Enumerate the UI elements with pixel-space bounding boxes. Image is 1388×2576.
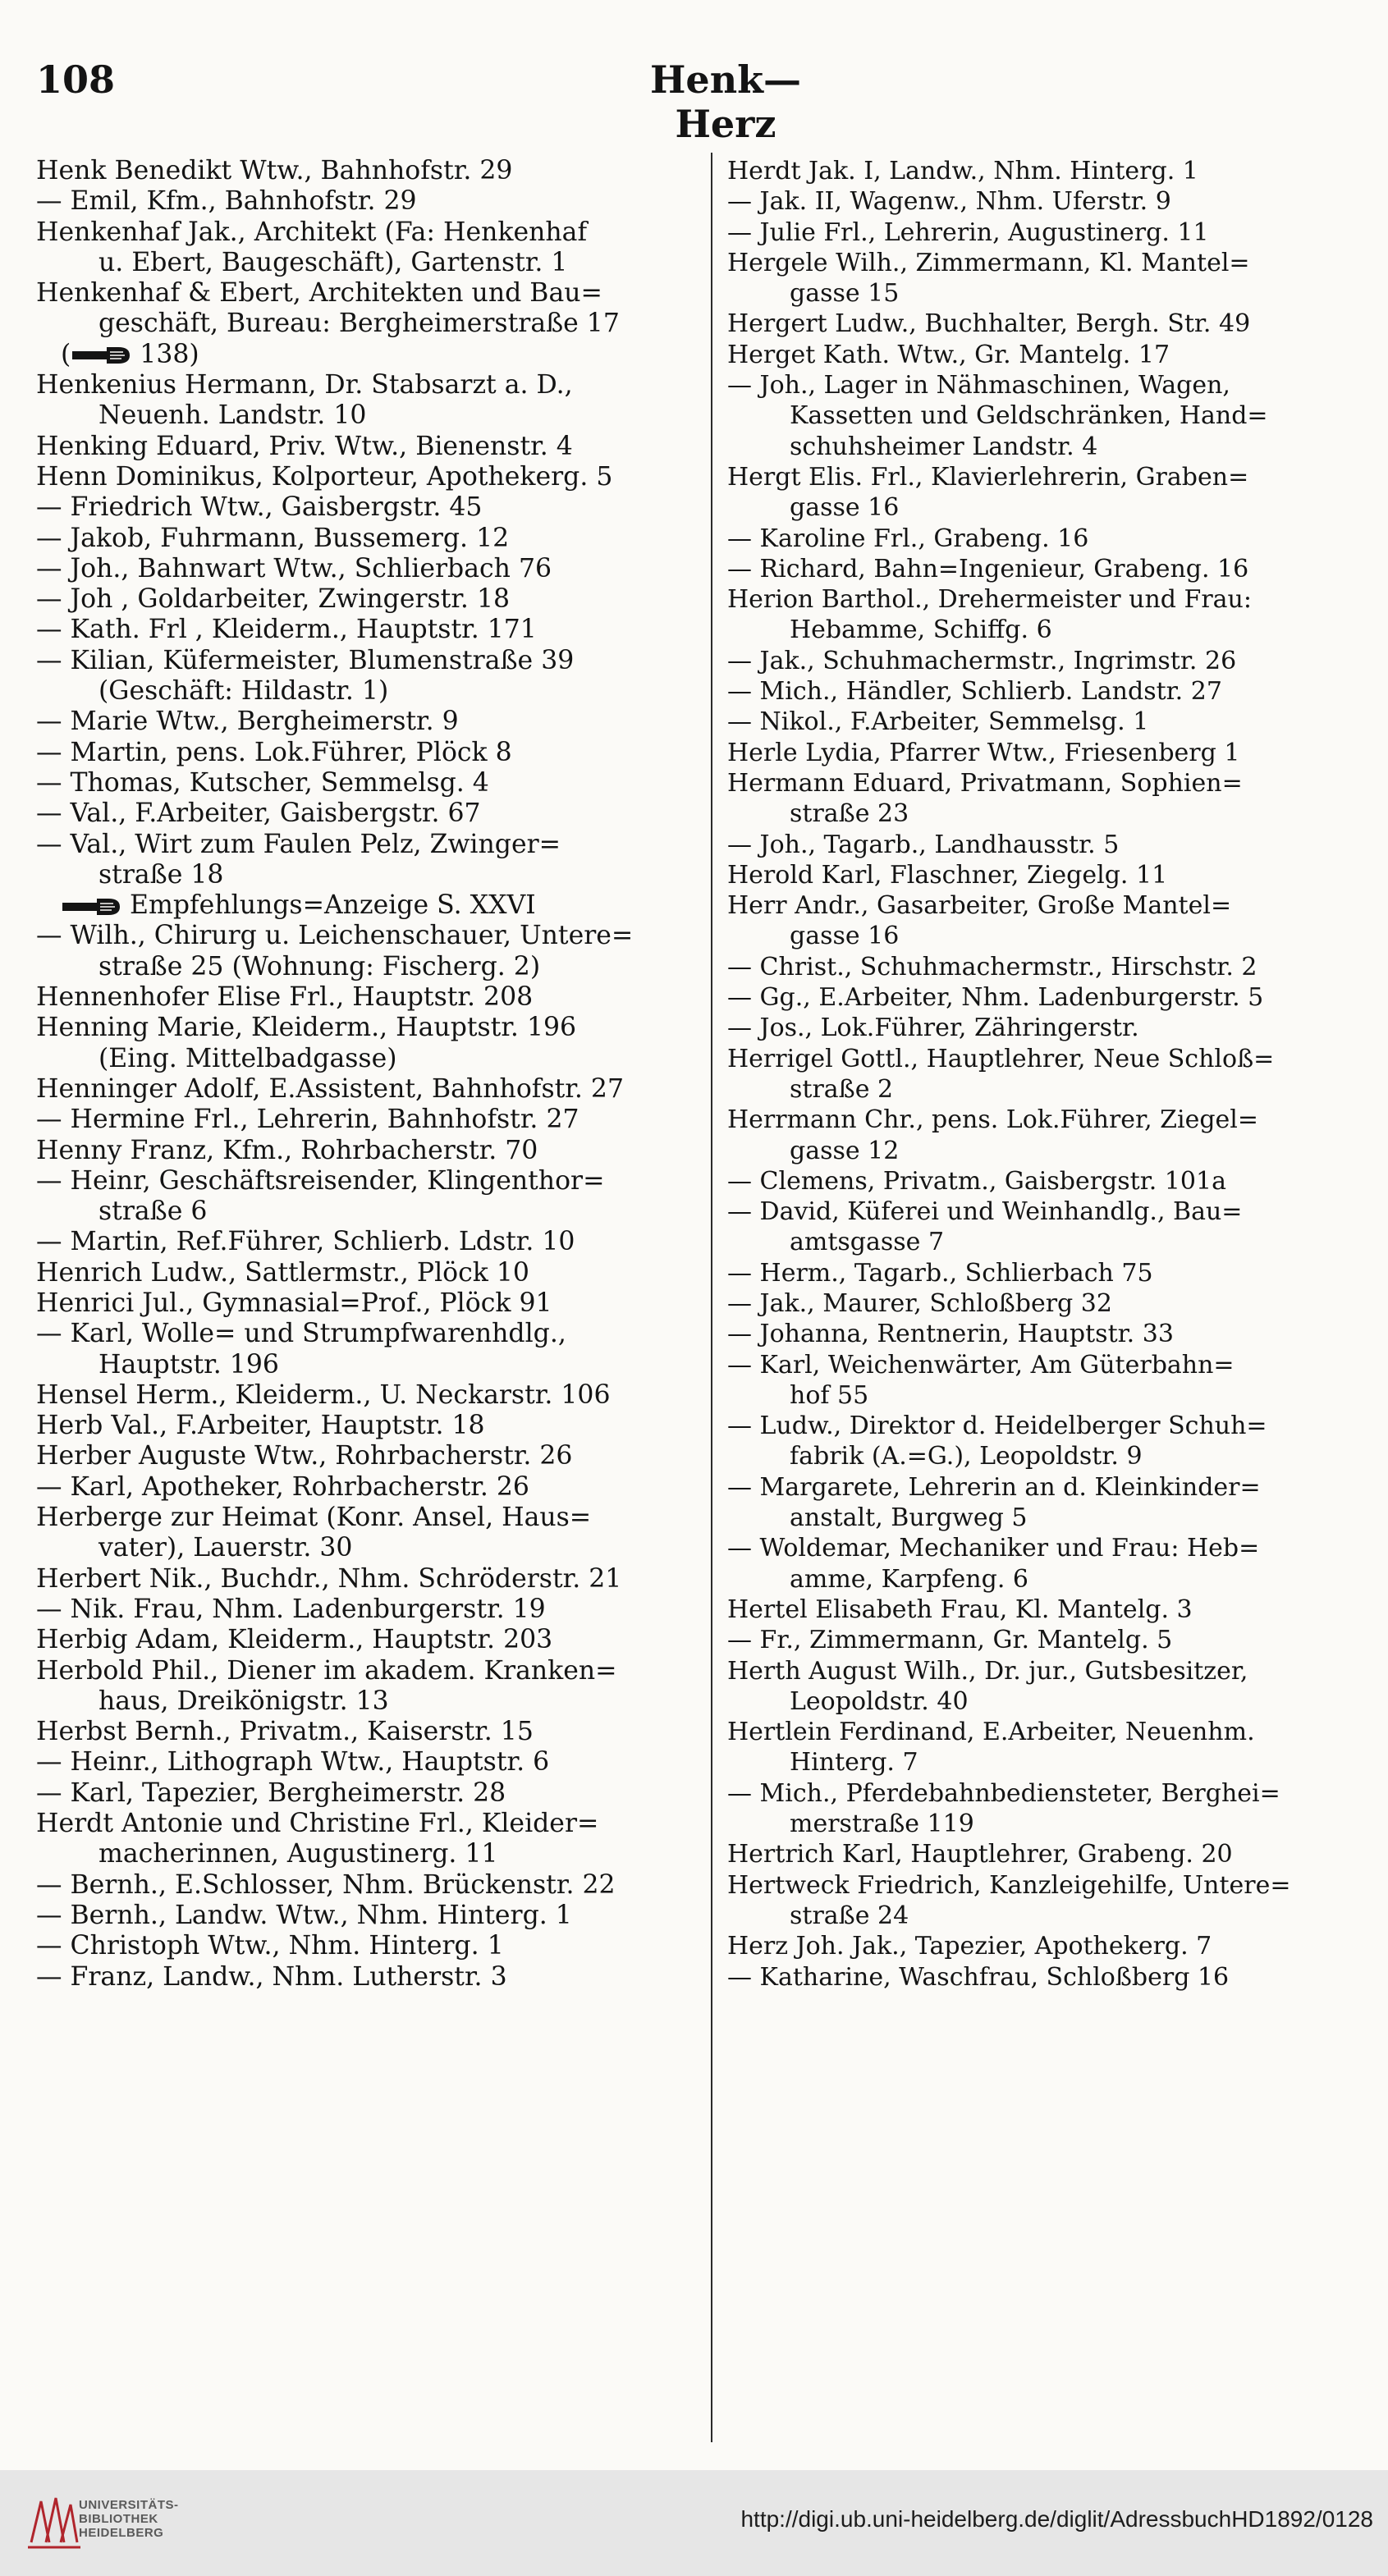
directory-entry-line: Leopoldstr. 40 xyxy=(790,1686,969,1716)
directory-entry-line: vater), Lauerstr. 30 xyxy=(98,1533,353,1563)
directory-entry-line: — Joh., Bahnwart Wtw., Schlierbach 76 xyxy=(36,553,552,583)
directory-entry-line: Henning Marie, Kleiderm., Hauptstr. 196 xyxy=(36,1013,577,1043)
directory-entry-line: haus, Dreikönigstr. 13 xyxy=(98,1686,389,1716)
directory-entry-line: Henking Eduard, Priv. Wtw., Bienenstr. 4 xyxy=(36,431,573,461)
cross-reference: 138) xyxy=(140,339,199,369)
directory-entry-line: Herle Lydia, Pfarrer Wtw., Friesenberg 1 xyxy=(727,738,1240,767)
directory-entry-line: — Martin, Ref.Führer, Schlierb. Ldstr. 10 xyxy=(36,1227,575,1257)
directory-entry-line: — Gg., E.Arbeiter, Nhm. Ladenburgerstr. 5 xyxy=(727,983,1264,1013)
directory-entry-line: Neuenh. Landstr. 10 xyxy=(98,400,367,431)
directory-entry-line: — Martin, pens. Lok.Führer, Plöck 8 xyxy=(36,737,512,767)
directory-entry-line: — Wilh., Chirurg u. Leichenschauer, Untere= xyxy=(36,921,634,951)
directory-entry-line: straße 6 xyxy=(98,1196,208,1227)
directory-entry-line: — Christ., Schuhmachermstr., Hirschstr. 2 xyxy=(727,952,1257,981)
directory-entry-line: — Clemens, Privatm., Gaisbergstr. 101a xyxy=(727,1166,1226,1196)
directory-entry-line: Herr Andr., Gasarbeiter, Große Mantel= xyxy=(727,891,1232,921)
directory-entry-line: straße 18 xyxy=(98,859,224,890)
directory-entry-line: — Jak., Schuhmachermstr., Ingrimstr. 26 xyxy=(727,646,1237,675)
directory-entry-line: gasse 12 xyxy=(790,1136,900,1165)
directory-entry-line: Hertlein Ferdinand, E.Arbeiter, Neuenhm. xyxy=(727,1718,1255,1747)
directory-entry-line: Herdt Antonie und Christine Frl., Kleider= xyxy=(36,1809,599,1839)
directory-entry-line: — Karl, Apotheker, Rohrbacherstr. 26 xyxy=(36,1471,529,1502)
pointing-hand-icon xyxy=(61,896,121,917)
directory-entry-line: — Heinr., Lithograph Wtw., Hauptstr. 6 xyxy=(36,1747,550,1778)
directory-entry-line: Hergele Wilh., Zimmermann, Kl. Mantel= xyxy=(727,248,1250,277)
directory-entry-line: amtsgasse 7 xyxy=(790,1228,945,1257)
directory-entry-line: Herold Karl, Flaschner, Ziegelg. 11 xyxy=(727,860,1168,890)
directory-entry-line: merstraße 119 xyxy=(790,1810,974,1839)
directory-entry-line: Hennenhofer Elise Frl., Hauptstr. 208 xyxy=(36,982,534,1013)
directory-entry-line: — Franz, Landw., Nhm. Lutherstr. 3 xyxy=(36,1961,507,1992)
directory-entry-line: — Julie Frl., Lehrerin, Augustinerg. 11 xyxy=(727,217,1209,247)
directory-entry-line: anstalt, Burgweg 5 xyxy=(790,1503,1028,1533)
directory-entry-line: Herion Barthol., Drehermeister und Frau: xyxy=(727,585,1252,615)
directory-entry-line: Henkenhaf & Ebert, Architekten und Bau= xyxy=(36,278,602,309)
directory-entry-line: Herbig Adam, Kleiderm., Hauptstr. 203 xyxy=(36,1625,553,1655)
directory-entry-line: Hertrich Karl, Hauptlehrer, Grabeng. 20 xyxy=(727,1840,1233,1869)
directory-entry-line: Henkenhaf Jak., Architekt (Fa: Henkenhaf xyxy=(36,217,588,247)
directory-entry-line: Henn Dominikus, Kolporteur, Apothekerg. 5 xyxy=(36,461,613,492)
directory-entry-line: Herbold Phil., Diener im akadem. Kranken= xyxy=(36,1655,617,1686)
directory-entry-line: macherinnen, Augustinerg. 11 xyxy=(98,1839,498,1869)
directory-entry-line: — Emil, Kfm., Bahnhofstr. 29 xyxy=(36,186,417,217)
directory-entry-line: — Val., F.Arbeiter, Gaisbergstr. 67 xyxy=(36,798,481,829)
directory-entry-line: Herget Kath. Wtw., Gr. Mantelg. 17 xyxy=(727,340,1170,369)
directory-entry-line: ( 138) xyxy=(61,339,199,369)
directory-entry-line: — Heinr, Geschäftsreisender, Klingenthor= xyxy=(36,1165,605,1196)
library-name xyxy=(79,2498,179,2540)
directory-entry-line: — Margarete, Lehrerin an d. Kleinkinder= xyxy=(727,1472,1261,1502)
directory-entry-line: — Thomas, Kutscher, Semmelsg. 4 xyxy=(36,767,489,798)
directory-entry-line: — Bernh., Landw. Wtw., Nhm. Hinterg. 1 xyxy=(36,1900,572,1930)
directory-entry-line: gasse 16 xyxy=(790,922,900,951)
directory-entry-line: — David, Küferei und Weinhandlg., Bau= xyxy=(727,1197,1243,1227)
left-column xyxy=(36,156,693,2454)
directory-entry-line: straße 2 xyxy=(790,1074,894,1104)
directory-entry-line: Herdt Jak. I, Landw., Nhm. Hinterg. 1 xyxy=(727,157,1198,185)
directory-entry-line: straße 24 xyxy=(790,1901,909,1930)
directory-entry-line: Herbert Nik., Buchdr., Nhm. Schröderstr. 21 xyxy=(36,1563,622,1594)
directory-entry-line: Henninger Adolf, E.Assistent, Bahnhofstr. 27 xyxy=(36,1073,624,1104)
directory-entry-line: Henrici Jul., Gymnasial=Prof., Plöck 91 xyxy=(36,1288,552,1318)
directory-entry-line: — Johanna, Rentnerin, Hauptstr. 33 xyxy=(727,1320,1174,1349)
directory-entry-line: — Mich., Pferdebahnbediensteter, Berghei= xyxy=(727,1778,1280,1808)
directory-entry-line: — Karl, Wolle= und Strumpfwarenhdlg., xyxy=(36,1319,566,1349)
right-column xyxy=(727,156,1361,2454)
directory-entry-line: — Kilian, Küfermeister, Blumenstraße 39 xyxy=(36,645,575,675)
directory-entry-line: — Nikol., F.Arbeiter, Semmelsg. 1 xyxy=(727,707,1149,737)
directory-entry-line: — Karl, Tapezier, Bergheimerstr. 28 xyxy=(36,1778,506,1808)
directory-entry-line: — Jak., Maurer, Schloßberg 32 xyxy=(727,1288,1112,1318)
directory-entry-line: gasse 15 xyxy=(790,279,900,309)
running-title: Henk—Herz xyxy=(649,57,802,146)
directory-entry-line: Hinterg. 7 xyxy=(790,1748,918,1778)
directory-entry-line: — Mich., Händler, Schlierb. Landstr. 27 xyxy=(727,677,1222,707)
directory-entry-line: geschäft, Bureau: Bergheimerstraße 17 xyxy=(98,309,620,339)
directory-entry-line: Herth August Wilh., Dr. jur., Gutsbesitzer, xyxy=(727,1656,1248,1686)
directory-entry-line: — Joh., Lager in Nähmaschinen, Wagen, xyxy=(727,371,1230,400)
directory-entry-line: Hergt Elis. Frl., Klavierlehrerin, Graben= xyxy=(727,462,1249,492)
directory-entry-line: u. Ebert, Baugeschäft), Gartenstr. 1 xyxy=(98,247,568,277)
directory-entry-line: straße 23 xyxy=(790,799,909,829)
library-name-line2: BIBLIOTHEK xyxy=(79,2512,158,2526)
directory-entry-line: — Katharine, Waschfrau, Schloßberg 16 xyxy=(727,1962,1230,1992)
advertisement-note: Empfehlungs=Anzeige S. XXVI xyxy=(130,890,536,921)
directory-entry-line: Hertel Elisabeth Frau, Kl. Mantelg. 3 xyxy=(727,1595,1193,1624)
directory-entry-line: — Bernh., E.Schlosser, Nhm. Brückenstr. 22 xyxy=(36,1869,616,1900)
directory-entry-line: Herrmann Chr., pens. Lok.Führer, Ziegel= xyxy=(727,1105,1259,1135)
directory-entry-line: (Eing. Mittelbadgasse) xyxy=(98,1043,397,1073)
library-name-line1: UNIVERSITÄTS- xyxy=(79,2498,179,2512)
source-url[interactable]: http://digi.ub.uni-heidelberg.de/diglit/AdressbuchHD1892/0128 xyxy=(740,2506,1373,2532)
directory-entry-line: Hebamme, Schiffg. 6 xyxy=(790,615,1052,645)
directory-entry-line: — Karoline Frl., Grabeng. 16 xyxy=(727,524,1089,553)
directory-entry-line: Hauptstr. 196 xyxy=(98,1349,279,1380)
directory-entry-line: — Joh , Goldarbeiter, Zwingerstr. 18 xyxy=(36,584,511,615)
directory-entry-line: — Jak. II, Wagenw., Nhm. Uferstr. 9 xyxy=(727,187,1171,217)
directory-entry-line: — Woldemar, Mechaniker und Frau: Heb= xyxy=(727,1534,1260,1563)
directory-entry-line: Hertweck Friedrich, Kanzleigehilfe, Untere= xyxy=(727,1870,1291,1900)
directory-entry-line: Herber Auguste Wtw., Rohrbacherstr. 26 xyxy=(36,1441,573,1471)
page-number: 108 xyxy=(36,57,116,102)
directory-entry-line: gasse 16 xyxy=(790,493,900,523)
pointing-hand-icon xyxy=(71,345,131,366)
directory-entry-line: — Marie Wtw., Bergheimerstr. 9 xyxy=(36,707,459,737)
directory-entry-line: Henny Franz, Kfm., Rohrbacherstr. 70 xyxy=(36,1135,538,1165)
directory-entry-line: hof 55 xyxy=(790,1380,869,1410)
directory-columns xyxy=(36,156,1361,2454)
directory-entry-line: — Christoph Wtw., Nhm. Hinterg. 1 xyxy=(36,1931,504,1961)
library-footer xyxy=(0,2470,1388,2576)
directory-entry-line: — Joh., Tagarb., Landhausstr. 5 xyxy=(727,830,1120,859)
directory-entry-line: amme, Karpfeng. 6 xyxy=(790,1564,1028,1594)
directory-entry-line: Hermann Eduard, Privatmann, Sophien= xyxy=(727,768,1243,798)
page-header xyxy=(36,51,1358,146)
directory-entry-line: — Jos., Lok.Führer, Zähringerstr. xyxy=(727,1013,1139,1043)
directory-entry-line: Hensel Herm., Kleiderm., U. Neckarstr. 106 xyxy=(36,1380,611,1410)
library-name-line3: HEIDELBERG xyxy=(79,2526,164,2540)
directory-entry-line: Henk Benedikt Wtw., Bahnhofstr. 29 xyxy=(36,156,513,185)
directory-entry-line: (Geschäft: Hildastr. 1) xyxy=(98,676,389,707)
directory-entry-line: fabrik (A.=G.), Leopoldstr. 9 xyxy=(790,1442,1143,1471)
directory-entry-line: — Ludw., Direktor d. Heidelberger Schuh= xyxy=(727,1412,1267,1441)
directory-entry-line: — Val., Wirt zum Faulen Pelz, Zwinger= xyxy=(36,829,561,859)
directory-entry-line: Herberge zur Heimat (Konr. Ansel, Haus= xyxy=(36,1503,592,1533)
directory-entry-line xyxy=(36,890,693,921)
directory-entry-line: — Fr., Zimmermann, Gr. Mantelg. 5 xyxy=(727,1626,1173,1655)
directory-entry-line: schuhsheimer Landstr. 4 xyxy=(790,432,1098,461)
directory-entry-line: Kassetten und Geldschränken, Hand= xyxy=(790,401,1268,431)
directory-entry-line: Herrigel Gottl., Hauptlehrer, Neue Schloß= xyxy=(727,1044,1275,1073)
directory-entry-line: Henrich Ludw., Sattlermstr., Plöck 10 xyxy=(36,1257,529,1288)
directory-entry-line: — Jakob, Fuhrmann, Bussemerg. 12 xyxy=(36,523,510,553)
directory-entry-line: Herz Joh. Jak., Tapezier, Apothekerg. 7 xyxy=(727,1932,1212,1961)
directory-entry-line: — Richard, Bahn=Ingenieur, Grabeng. 16 xyxy=(727,554,1249,583)
directory-entry-line: — Nik. Frau, Nhm. Ladenburgerstr. 19 xyxy=(36,1594,546,1624)
directory-entry-line: Herb Val., F.Arbeiter, Hauptstr. 18 xyxy=(36,1411,485,1441)
directory-entry-line: — Friedrich Wtw., Gaisbergstr. 45 xyxy=(36,492,483,523)
directory-entry-line: Hergert Ludw., Buchhalter, Bergh. Str. 49 xyxy=(727,309,1251,339)
directory-entry-line: Henkenius Hermann, Dr. Stabsarzt a. D., xyxy=(36,370,573,400)
directory-entry-line: straße 25 (Wohnung: Fischerg. 2) xyxy=(98,951,541,981)
directory-entry-line: — Karl, Weichenwärter, Am Güterbahn= xyxy=(727,1350,1235,1380)
directory-entry-line: Herbst Bernh., Privatm., Kaiserstr. 15 xyxy=(36,1717,534,1747)
directory-entry-line: — Herm., Tagarb., Schlierbach 75 xyxy=(727,1258,1153,1288)
directory-entry-line: — Hermine Frl., Lehrerin, Bahnhofstr. 27 xyxy=(36,1105,579,1135)
directory-entry-line: — Kath. Frl , Kleiderm., Hauptstr. 171 xyxy=(36,615,537,645)
